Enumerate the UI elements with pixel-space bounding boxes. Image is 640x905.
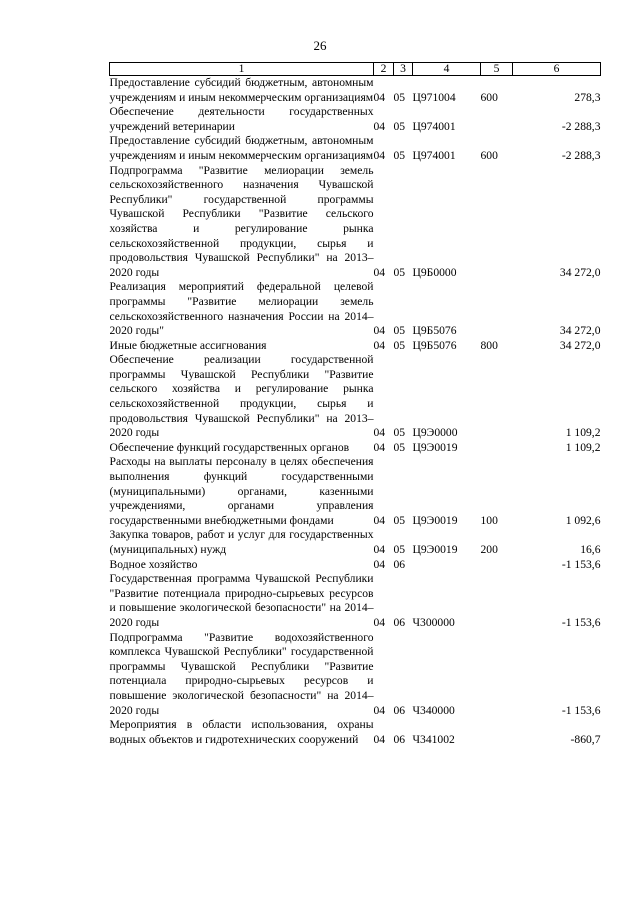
row-section: 04	[373, 615, 386, 629]
row-expense-type	[481, 572, 513, 630]
row-target-code	[413, 558, 481, 573]
table-row	[110, 441, 601, 456]
row-name: Предоставление субсидий бюджетным, автономным учреждениям и иным некоммерческим организациям	[109, 76, 374, 104]
row-subsection: 05	[393, 324, 406, 338]
row-amount: 278,3	[574, 90, 601, 104]
row-section: 04	[373, 338, 386, 352]
row-amount: -2 288,3	[561, 148, 601, 162]
row-subsection: 05	[393, 338, 406, 352]
row-name: Расходы на выплаты персоналу в целях обеспечения выполнения функций государственными (муниципальными) органами, казенными учреждениями, органами управления государственными внебюджетными фондами	[109, 455, 374, 527]
row-expense-type	[481, 105, 513, 134]
row-section: 04	[373, 440, 386, 454]
row-amount: -1 153,6	[561, 703, 601, 717]
row-expense-type	[481, 558, 513, 573]
row-amount: 1 109,2	[565, 440, 601, 454]
row-subsection: 06	[393, 732, 406, 746]
row-target-code: Ц9Б5076	[412, 324, 457, 338]
header-col-2: 2	[374, 63, 394, 76]
row-section: 04	[373, 265, 386, 279]
row-subsection: 05	[393, 119, 406, 133]
row-section: 04	[373, 513, 386, 527]
row-target-code: Ч340000	[412, 703, 455, 717]
table-row	[110, 134, 601, 163]
table-row	[110, 353, 601, 441]
row-name: Государственная программа Чувашской Республики "Развитие потенциала природно-сырьевых ресурсов и повышение экологической безопасности" на 2014–2020 годы	[109, 572, 374, 629]
row-subsection: 05	[393, 265, 406, 279]
table-header-row	[110, 63, 601, 76]
header-col-6: 6	[513, 63, 601, 76]
table-row	[110, 280, 601, 338]
row-amount: -1 153,6	[561, 615, 601, 629]
budget-table	[109, 62, 601, 747]
row-name: Реализация мероприятий федеральной целевой программы "Развитие мелиорации земель сельскохозяйственного назначения России на 2014–2020 годы"	[109, 280, 374, 338]
table-body	[110, 76, 601, 748]
table-row	[110, 339, 601, 354]
row-target-code: Ц974001	[412, 119, 456, 133]
row-expense-type	[481, 353, 513, 441]
table-row	[110, 631, 601, 719]
row-amount: 1 092,6	[565, 513, 601, 527]
row-section: 04	[373, 557, 386, 571]
row-target-code: Ц971004	[412, 90, 456, 104]
row-section: 04	[373, 543, 386, 556]
row-name: Мероприятия в области использования, охраны водных объектов и гидротехнических сооружений	[109, 718, 374, 746]
row-target-code: Ц974001	[412, 148, 456, 162]
row-expense-type: 800	[480, 338, 498, 352]
row-name: Подпрограмма "Развитие мелиорации земель сельскохозяйственного назначения Чувашской Республики" государственной программы Чувашской Республики "Развитие сельского хозяйства и регулирование рынка сельскохозяйственной продукции, сырья и продовольствия Чувашской Республики" на 2013–2020 годы	[109, 163, 374, 279]
row-name: Иные бюджетные ассигнования	[109, 338, 267, 352]
row-target-code: Ц9Б0000	[412, 265, 457, 279]
row-target-code: Ц9Э0000	[412, 426, 458, 440]
row-subsection: 05	[393, 90, 406, 104]
row-subsection: 05	[393, 440, 406, 454]
row-target-code: Ц9Б5076	[412, 338, 457, 352]
page-number: 26	[313, 38, 327, 53]
header-col-5: 5	[481, 63, 513, 76]
row-name: Обеспечение функций государственных органов	[109, 440, 350, 454]
row-expense-type	[481, 631, 513, 719]
table-row	[110, 718, 601, 747]
row-name: Подпрограмма "Развитие водохозяйственного комплекса Чувашской Республики" государственной программы Чувашской Республики "Развитие потенциала природно-сырьевых ресурсов и повышение экологической безопасности" на 2014–2020 годы	[109, 630, 374, 717]
row-subsection: 06	[393, 615, 406, 629]
table-row	[110, 164, 601, 281]
row-target-code: Ч300000	[412, 615, 455, 629]
row-subsection: 05	[393, 543, 406, 556]
table-row	[110, 572, 601, 630]
row-section: 04	[373, 148, 386, 162]
table-row	[110, 76, 601, 106]
row-name: Закупка товаров, работ и услуг для государственных (муниципальных) нужд	[109, 528, 374, 556]
row-amount: 34 272,0	[559, 338, 601, 352]
row-subsection: 06	[393, 557, 406, 571]
row-target-code: Ц9Э0019	[412, 440, 458, 454]
row-amount: -860,7	[570, 732, 601, 746]
row-amount: 34 272,0	[559, 324, 601, 338]
row-section: 04	[373, 324, 386, 338]
row-expense-type: 600	[480, 148, 498, 162]
row-name: Водное хозяйство	[109, 557, 198, 571]
row-subsection: 05	[393, 513, 406, 527]
row-section: 04	[373, 426, 386, 440]
row-target-code: Ч341002	[412, 732, 455, 746]
row-amount: -1 153,6	[561, 557, 601, 571]
row-subsection: 05	[393, 148, 406, 162]
row-amount: -2 288,3	[561, 119, 601, 133]
row-name: Предоставление субсидий бюджетным, автономным учреждениям и иным некоммерческим организациям	[109, 134, 374, 162]
row-section: 04	[373, 90, 386, 104]
row-expense-type	[481, 164, 513, 281]
row-target-code: Ц9Э0019	[412, 543, 458, 556]
table-row	[110, 558, 601, 573]
row-section: 04	[373, 119, 386, 133]
row-subsection: 05	[393, 426, 406, 440]
row-expense-type	[481, 280, 513, 338]
row-name: Обеспечение деятельности государственных учреждений ветеринарии	[109, 105, 374, 133]
table-row	[110, 528, 601, 557]
header-col-3: 3	[394, 63, 413, 76]
row-amount: 1 109,2	[565, 426, 601, 440]
row-target-code: Ц9Э0019	[412, 513, 458, 527]
row-expense-type	[481, 718, 513, 747]
row-amount: 16,6	[580, 543, 601, 556]
header-col-1: 1	[110, 63, 374, 76]
table-row	[110, 105, 601, 134]
row-amount: 34 272,0	[559, 265, 601, 279]
row-section: 04	[373, 703, 386, 717]
table-row	[110, 455, 601, 528]
row-expense-type	[481, 441, 513, 456]
row-section: 04	[373, 732, 386, 746]
row-subsection: 06	[393, 703, 406, 717]
row-expense-type: 200	[480, 543, 498, 556]
row-expense-type: 600	[480, 90, 498, 104]
row-expense-type: 100	[480, 513, 498, 527]
header-col-4: 4	[413, 63, 481, 76]
row-name: Обеспечение реализации государственной программы Чувашской Республики "Развитие сельского хозяйства и регулирование рынка сельскохозяйственной продукции, сырья и продовольствия Чувашской Республики" на 2013–2020 годы	[109, 353, 374, 440]
